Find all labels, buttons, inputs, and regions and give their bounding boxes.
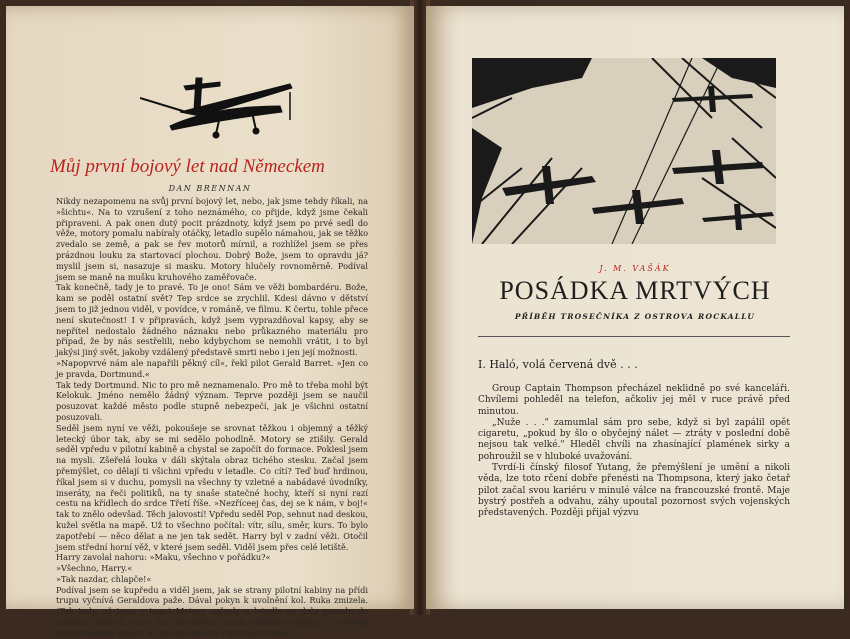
right-article-author: J. M. VAŠÁK: [599, 264, 671, 273]
left-article-body: [56, 196, 368, 639]
paragraph: »Napopvrvé nám ale napařili pěkný cíl«, řekl pilot Gerald Barret. »Jen co je pravda, Dortmund.«: [56, 357, 368, 379]
paragraph: Tak konečně, tady je to pravé. To je ono! Sám ve věži bombardéru. Bože, kam se poděl ostatní svět? Tep srdce se zrychlil. Kdesi dávno v dětství jsem to již jednou viděl, v povídce, v románě, ve filmu. K čertu, tohle přece není skutečnost! I v připravách, když jsem vyprazdňoval kapsy, aby se nepřítel nedostalo žádného náznaku nebo průkazného materiálu pro případ, že by nás sestřelili, nebo kdybychom se nemohli vrátit, i to byl jakýsi jiný svět, jakoby vzdálený představě smrti nebo i jen její možnosti.: [56, 282, 368, 358]
right-article-title: POSÁDKA MRTVÝCH: [499, 276, 771, 305]
paragraph: Tak tedy Dortmund. Nic to pro mě neznamenalo. Pro mě to třeba mohl být Kelokuk. Jméno nemělo žádný význam. Teprve později jsem se naučil posuzovat každé město podle stupně nebezpečí, jak je všichni ostatní posuzovali.: [56, 379, 368, 422]
paragraph: Group Captain Thompson přecházel neklidně po své kanceláři. Chvílemi pohleděl na telefon, ačkoliv jej měl v ruce právě před minutou.: [478, 384, 790, 417]
bomber-formation-illustration: [472, 58, 776, 244]
left-article-author: DAN BRENNAN: [168, 184, 252, 193]
divider: [478, 336, 790, 337]
paragraph: »Tak nazdar, chlapče!«: [56, 573, 152, 584]
chapter-heading: I. Haló, volá červená dvě . . .: [478, 358, 638, 371]
paragraph: „Nuže . . ." zamumlal sám pro sebe, když si byl zapálil opět cigaretu, „pokud by šlo o obyčejný nálet — ztráty v poslední době nejsou tak velké." Hleděl chvíli na zhasínající plamének sirky a pohroužil se v hluboké uvažování.: [478, 417, 790, 462]
paragraph: Tvrdí-li čínský filosof Yutang, že přemýšlení je umění a nikoli věda, lze toto rčení dobře přenésti na Thompsona, který jako četař pilot začal svou kariéru v minulé válce na francouzské frontě. Maje bystrý postřeh a odvahu, záhy upoutal pozornost svých vojenských představených. Později přijal výzvu: [478, 463, 790, 519]
left-article-title: Můj první bojový let nad Německem: [50, 156, 325, 177]
paragraph: »Všechno, Harry.«: [56, 563, 133, 574]
right-page: [426, 6, 844, 609]
paragraph: Nikdy nezapomenu na svůj první bojový let, nebo, jak jsme tehdy říkali, na »šichtu«. Na to vzrušení z toho neznámého, co přijde, když jsme čekali připraveni. A pak onen dutý pocit prázdnoty, když jsem po prvé sedl do věže, motory pomalu nabíraly otáčky, letadlo supělo námahou, jak se těžko zvedalo se země, a pak se řev motorů mírnil, a rozhlížel jsem se přes prázdnou louku za startovací plochou. Dobrý Bože, jsem to opravdu já? myslil jsem si, nasazuje si masku. Motory hlučely rovnoměrně. Podíval jsem se maně na mušku kruhového zaměřovače.: [56, 196, 368, 282]
airplane-icon: [140, 72, 300, 142]
paragraph: Seděl jsem nyní ve věži, pokoušeje se srovnat těžkou i objemný a těžký letecký úbor tak, aby se mi sedělo pohodlně. Motory se ztišily. Gerald seděl vpředu v pilotní kabině a chystal se započít do formace. Poklesl jsem na mysli. Zšeřelá louka v dáli skýtala obraz tichého stesku. Začal jsem přemýšlet, co dělají ti všichni vpředu v letadle. Co cítí? Teď buď hrdinou, říkal jsem si v duchu, pomysli na všechny ty vzletné a nabádavé úvodníky, inseráty, na řeči politiků, na ty snaše statečné hochy, kteří si nyní razí cestu na křídlech do srdce Třetí říše. »Nezříceej čas, dej se k nám, v boj!« tak to znělo odevšad. Těch jalovostí! Vpředu seděl Pop, sehnut nad deskou, kužel světla na mapě. Už to všechno počítal: vítr, sílu, směr, kurs. To bylo zapotřebí — něco dělat a ne jen tak sedět. Harry byl v zadní věži. Otočil jsem střední horní věž, v které jsem seděl. Viděl jsem přes celé letiště.: [56, 422, 368, 552]
right-article-subtitle: PŘÍBĚH TROSEČNÍKA Z OSTROVA ROCKALLU: [514, 312, 756, 321]
left-page: [6, 6, 414, 638]
right-article-body: [478, 384, 790, 520]
paragraph: Harry zavolal nahoru: »Maku, všechno v pořádku?«: [56, 552, 271, 563]
paragraph: Podíval jsem se kupředu a viděl jsem, jak se strany pilotní kabiny na přídi trupu vyčnívá Geraldova paže. Dával pokyn k uvolnění kol. Ruka zmizela. (Tak tedy, už jsem v tom.) Motory zařvaly a letadlo se dalo pomalu do pohybu. Začočil jsme na obvodovou cestu vnějšího okruhu a rolovali pomalu kolem letiště, a tam za námi se v určitých vzdále-: [56, 584, 368, 638]
